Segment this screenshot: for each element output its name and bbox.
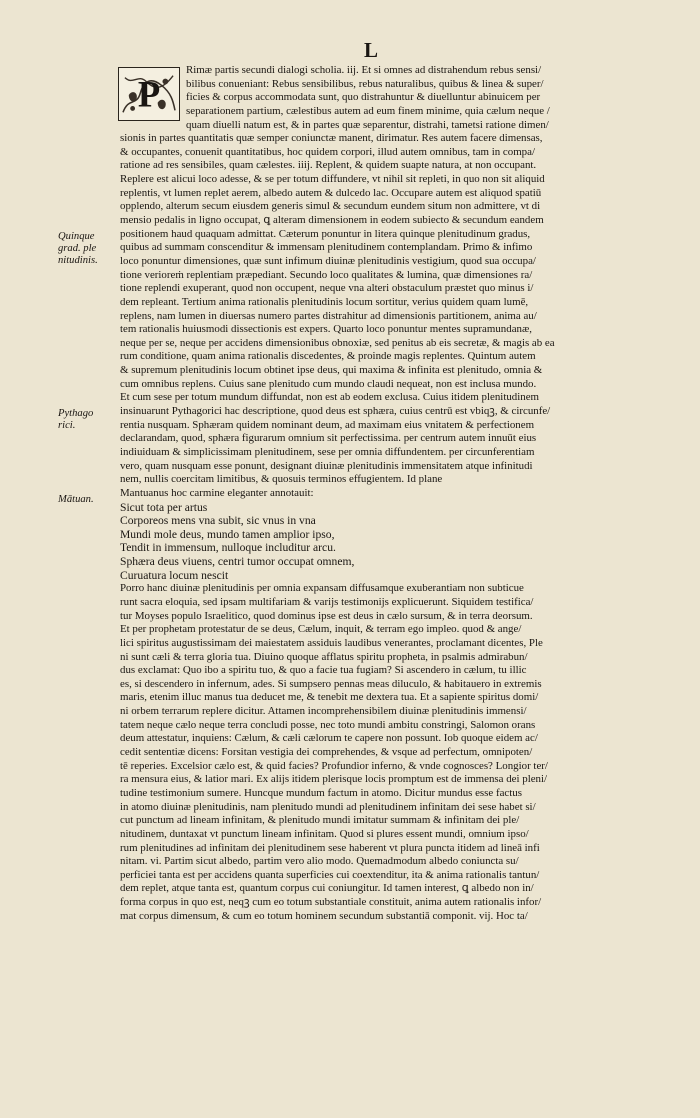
margin-note-line: Pythago xyxy=(58,408,94,419)
text-line: Rimæ partis secundi dialogi scholia. iij. Et si omnes ad distrahendum rebus sensi/ xyxy=(186,64,542,76)
text-line: forma corpus in quo est, neqꝫ cum eo totum substantiale constituit, anima autem rationalis infor/ xyxy=(120,896,542,909)
text-line: tatem neque cælo neque terra concludi posse, nec toto mundi ambitu constringi, Salomon orans xyxy=(120,718,536,731)
verse-line: Corporeos mens vna subit, sic vnus in vna xyxy=(120,514,316,528)
text-line: & occupantes, conuenit quantitatibus, hoc quidem corpori, illud autem omnibus, tam in compa/ xyxy=(120,145,535,158)
text-line: tē reperies. Excelsior cælo est, & quid facies? Profundior inferno, & vnde cognosces? Longior ter/ xyxy=(120,759,548,772)
text-line: separationem partium, cælestibus autem ad eum finem minime, quia cælum neque / xyxy=(186,104,550,117)
text-line: lici spiritus augustissimam dei maiestatem assiduis laudibus venerantes, proclamant dicentes, Ple xyxy=(120,636,543,649)
text-line: runt sacra eloquia, sed ipsam multifariam & varijs testimonijs explicuerunt. Siquidem testifica/ xyxy=(120,595,534,608)
text-line: cut punctum ad lineam infinitam, & plenitudo mundi imitatur summam & infinitam dei ple/ xyxy=(120,814,520,827)
text-line: in atomo diuinæ plenitudinis, nam plenitudo mundi ad plenitudinem infinitam dei sese habet si/ xyxy=(120,800,536,813)
text-line: tione replendi exuperant, quod non occupent, neque vna alteri obstaculum præstet quo minus i/ xyxy=(120,282,534,295)
text-line: declarandam, quod, sphæra figurarum omnium sit perfectissima. per centrum autem innuūt eius xyxy=(120,432,537,445)
margin-note-line: Quinque xyxy=(58,231,95,242)
verse-line: Mundi mole deus, mundo tamen amplior ipso, xyxy=(120,527,335,541)
text-line: tur Moyses populo Israelitico, quod dominus ipse est deus in cælo sursum, & in terra deorsum. xyxy=(120,609,533,622)
verse-line: Curuatura locum nescit xyxy=(120,568,229,582)
text-line: tudine testimonium sumere. Huncque mundum factum in atomo. Dicitur mundus esse factus xyxy=(120,786,522,799)
text-line: Replere est alicui loco adesse, & se per totum diffundere, vt nihil sit repleti, in quo non sit aliquid xyxy=(120,173,545,186)
text-line: ra mensura eius, & latior mari. Ex alijs itidem plerisque locis promptum est de immensa dei pleni/ xyxy=(120,773,548,786)
svg-text:P: P xyxy=(137,73,161,115)
text-line: Et per prophetam protestatur de se deus, Cælum, inquit, & terram ego impleo. quod & ange/ xyxy=(120,623,522,636)
verse-line: Tendit in immensum, nulloque includitur arcu. xyxy=(120,541,336,555)
text-line: Mantuanus hoc carmine eleganter annotauit: xyxy=(120,486,314,499)
text-line: quibus ad summam conscenditur & immensam plenitudinem contemplandam. Primo & infimo xyxy=(120,241,533,254)
text-line: Et cum sese per totum mundum diffundat, non est ab eodem exclusa. Cuius itidem plenitudinem xyxy=(120,391,540,404)
text-line: opplendo, alterum secum eiusdem generis simul & secundum eundem situm non admittere, vt di xyxy=(120,200,541,213)
text-line: mat corpus dimensum, & cum eo totum hominem secundum substantiā componit. vij. Hoc ta/ xyxy=(120,909,528,922)
text-line: ni sunt cæli & terra gloria tua. Diuino quoque afflatus spiritu propheta, in psalmis admirabun/ xyxy=(120,650,528,663)
margin-note-line: rici. xyxy=(58,419,76,431)
text-line: nitudinem, duntaxat vt punctum lineam infinitam. Quod si plures essent mundi, omnium ipso/ xyxy=(120,827,529,840)
text-line: & supremum plenitudinis locum obtinet ipse deus, qui maxima & infinita est plenitudo, omnia & xyxy=(120,364,543,377)
text-line: quam diuelli natum est, & in partes quæ separentur, distrahi, tametsi ratione dimen/ xyxy=(186,118,549,131)
text-line: mensio pedalis in ligno occupat, ꝗ alteram dimensionem in eodem subiecto & secundum eandem xyxy=(120,214,544,227)
text-line: dus exclamat: Quo ibo a spiritu tuo, & quo a facie tua fugiam? Si ascendero in cælum, tu illic xyxy=(120,664,527,677)
verse-line: Sphæra deus viuens, centri tumor occupat omnem, xyxy=(120,555,355,569)
text-line: replens, nam lumen in diuersas numero partes distrahitur ad dimensionis partitionem, anima au/ xyxy=(120,309,537,322)
verse-line: Sicut tota per artus xyxy=(120,500,208,514)
text-line: dem replet, atque tanta est, quantum corpus cui coniungitur. Id tamen interest, ꝗ albedo non in/ xyxy=(120,882,534,895)
body-text xyxy=(120,64,640,923)
text-line: indiuiduam & simplicissimam plenitudinem, sese per omnia diffundentem. per circunferentiam xyxy=(120,445,535,458)
text-line: neque per se, neque per accidens dimensionibus obnoxiæ, sed penitus ab eis secretæ, & magis ab ea xyxy=(120,336,555,349)
text-line: bilibus conueniant: Rebus sensibilibus, rebus naturalibus, quibus & linea & super/ xyxy=(186,77,544,90)
text-line: tione verioreṁ replentiam præpediant. Secundo loco qualitates & lumina, quæ dimensiones ra/ xyxy=(120,268,533,281)
text-line: loco ponuntur dimensiones, quæ sunt infimum diuinæ plenitudinis vestigium, quod sua occupa/ xyxy=(120,254,536,267)
text-line: ni orbem terrarum replere dicitur. Attamen incomprehensibilem diuinæ plenitudinis immensi/ xyxy=(120,705,527,718)
margin-note-line: grad. ple xyxy=(58,242,97,254)
text-line: nem, nullis coercitam limitibus, & quosuis terminos effugientem. Id plane xyxy=(120,473,443,486)
text-line: cum omnibus replens. Cuius sane plenitudo cum mundo claudi nequeat, non est inclusa mundo. xyxy=(120,377,537,390)
text-line: vero, quam nusquam esse ponunt, designant diuinæ plenitudinis immensitatem atque infinitudi xyxy=(120,459,533,472)
margin-note-line: Mātuan. xyxy=(58,494,94,505)
text-line: ratione ad res sensibiles, quam cælestes. iiij. Replent, & quidem suapte natura, at non occupant. xyxy=(120,159,537,172)
text-line: perficiei tanta est per accidens quanta superficies cui coextenditur, ita & anima rationalis tantun/ xyxy=(120,868,540,881)
text-line: deum attestatur, inquiens: Cælum, & cæli cælorum te capere non possunt. Iob quoque eidem ac/ xyxy=(120,732,538,745)
text-line: es, si descendero in infernum, ades. Si sumpsero pennas meas diluculo, & habitauero in extremis xyxy=(120,677,542,690)
text-line: Porro hanc diuinæ plenitudinis per omnia expansam diffusamque exuberantiam non subticue xyxy=(120,582,524,595)
text-line: rentia nusquam. Sphæram quidem nominant deum, ad maximam eius vnitatem & perfectionem xyxy=(120,418,535,431)
text-line: dem repleant. Tertium anima rationalis plenitudinis locum sortitur, verius quidem quam lumē, xyxy=(120,295,529,308)
folio-number: L xyxy=(364,38,379,62)
margin-note-mantuanus xyxy=(58,494,120,506)
margin-note-line: nitudinis. xyxy=(58,254,98,266)
text-line: tem rationalis huiusmodi dissectionis est expers. Quarto loco ponuntur mentes supramundanæ, xyxy=(120,323,532,336)
text-line: nitam. vi. Partim sicut albedo, partim vero alio modo. Quemadmodum albedo coniuncta su/ xyxy=(120,855,519,868)
text-line: maris, etenim illuc manus tua deducet me, & tenebit me dextera tua. Et a sapiente spiritus domi/ xyxy=(120,691,539,704)
margin-note-quinque xyxy=(58,231,120,266)
text-line: insinuarunt Pythagorici hac descriptione, quod deus est sphæra, cuius centrū est vbiqꝫ, & circunfe/ xyxy=(120,405,551,418)
text-line: cedit sententiæ dicens: Forsitan vestigia dei comprehendes, & vsque ad perfectum, omnipoten/ xyxy=(120,746,533,759)
margin-note-pythagorici xyxy=(58,408,120,432)
text-line: rum conditione, quam anima rationalis discedentes, & proinde magis replentes. Quintum autem xyxy=(120,350,536,363)
text-line: sionis in partes quantitatis quæ semper coniunctæ manent, dirimatur. Res autem facere dimensas, xyxy=(120,132,543,145)
text-line: ficies & corpus accommodata sunt, quo distrahuntur & diuelluntur abinuicem per xyxy=(186,91,541,104)
text-line: positionem haud quaquam admittat. Cæterum ponuntur in litera quinque plenitudinum gradus, xyxy=(120,227,531,240)
text-line: rum plenitudines ad infinitam dei plenitudinem sese haberent vt plura puncta itidem ad lineā infi xyxy=(120,841,540,854)
text-line: replentis, vt lumen replet aerem, albedo autem & dulcedo lac. Occupare autem est aliquod spatiū xyxy=(120,186,542,199)
